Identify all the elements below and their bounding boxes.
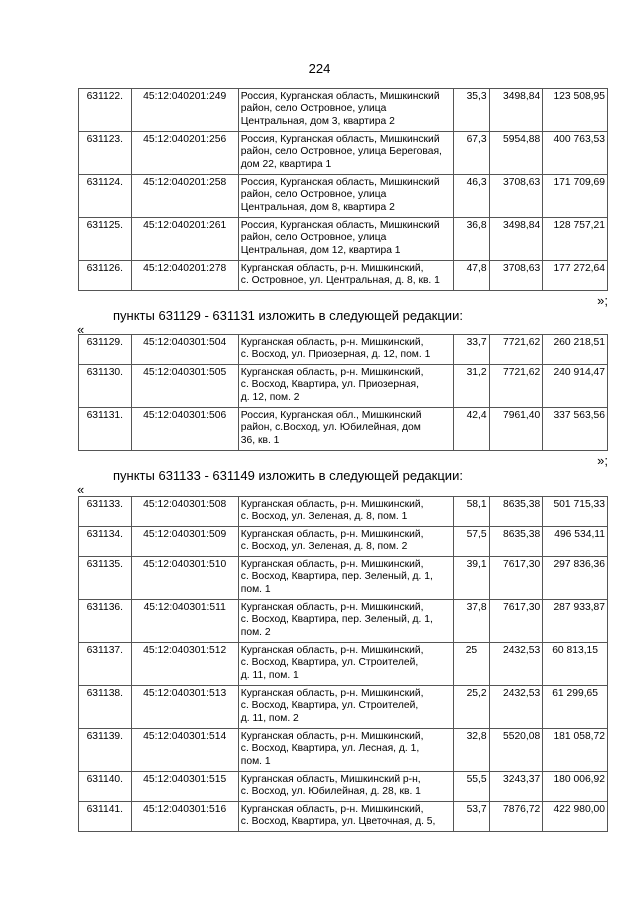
address-line: район, село Островное, улица: [240, 232, 387, 244]
cadastral-value: 297 836,36: [543, 557, 608, 600]
table-row: [79, 175, 608, 218]
row-number: 631140.: [79, 772, 132, 802]
address-line: Курганская область, р-н. Мишкинский,: [240, 263, 424, 274]
table-row: [79, 335, 608, 365]
row-number: 631141.: [79, 802, 132, 832]
rate: 3498,84: [489, 89, 543, 132]
address-cell: [238, 335, 453, 365]
cadastral-value: 171 709,69: [543, 175, 608, 218]
address-line: с. Восход, Квартира, ул. Цветочная, д. 5,: [240, 816, 436, 828]
address-line: Россия, Курганская область, Мишкинский: [240, 91, 440, 102]
address-line: Курганская область, р-н. Мишкинский,: [240, 337, 424, 348]
address-cell: [238, 729, 453, 772]
address-cell: [238, 132, 453, 175]
table-row: [79, 365, 608, 408]
address-line: с. Восход, Квартира, пер. Зеленый, д. 1,: [240, 614, 433, 626]
opening-quote: «: [77, 322, 85, 337]
address-line: с. Восход, ул. Приозерная, д. 12, пом. 1: [240, 349, 431, 361]
cadastral-number: 45:12:040301:510: [131, 557, 238, 600]
address-line: Курганская область, р-н. Мишкинский,: [240, 804, 424, 815]
rate: 5520,08: [489, 729, 543, 772]
cadastral-number: 45:12:040301:514: [131, 729, 238, 772]
address-line: с. Восход, ул. Юбилейная, д. 28, кв. 1: [240, 786, 421, 798]
area: 39,1: [454, 557, 489, 600]
address-line: пом. 2: [240, 626, 271, 638]
closing-quote: »;: [597, 453, 608, 468]
row-number: 631137.: [79, 643, 132, 686]
area: 57,5: [454, 527, 489, 557]
cadastral-number: 45:12:040301:508: [131, 497, 238, 527]
address-line: дом 22, квартира 1: [240, 158, 332, 170]
cadastral-number: 45:12:040301:512: [131, 643, 238, 686]
row-number: 631126.: [79, 261, 132, 291]
address-line: с. Восход, Квартира, ул. Лесная, д. 1,: [240, 743, 420, 755]
area: 25: [454, 643, 489, 686]
table-row: [79, 600, 608, 643]
address-line: Курганская область, р-н. Мишкинский,: [240, 731, 424, 742]
amendment-instruction: пункты 631129 - 631131 изложить в следующей редакции:: [113, 308, 463, 323]
amendment-instruction: пункты 631133 - 631149 изложить в следующей редакции:: [113, 468, 463, 483]
area: 55,5: [454, 772, 489, 802]
address-cell: [238, 408, 453, 451]
table-row: [79, 802, 608, 832]
cadastral-value: 181 058,72: [543, 729, 608, 772]
cadastral-number: 45:12:040201:261: [131, 218, 238, 261]
cadastral-number: 45:12:040201:256: [131, 132, 238, 175]
cadastral-number: 45:12:040201:258: [131, 175, 238, 218]
row-number: 631139.: [79, 729, 132, 772]
address-line: Курганская область, Мишкинский р-н,: [240, 774, 421, 785]
area: 47,8: [454, 261, 489, 291]
table-row: [79, 772, 608, 802]
address-line: район, село Островное, улица: [240, 189, 387, 201]
address-cell: [238, 89, 453, 132]
area: 53,7: [454, 802, 489, 832]
address-line: Россия, Курганская область, Мишкинский: [240, 177, 440, 188]
address-line: 36, кв. 1: [240, 434, 280, 446]
cadastral-value: 240 914,47: [543, 365, 608, 408]
row-number: 631123.: [79, 132, 132, 175]
closing-quote: »;: [597, 293, 608, 308]
table-row: [79, 686, 608, 729]
area: 35,3: [454, 89, 489, 132]
rate: 7617,30: [489, 557, 543, 600]
address-line: с. Восход, Квартира, ул. Строителей,: [240, 700, 419, 712]
address-line: Курганская область, р-н. Мишкинский,: [240, 645, 424, 656]
cadastral-number: 45:12:040301:516: [131, 802, 238, 832]
address-cell: [238, 218, 453, 261]
address-line: с. Восход, Квартира, ул. Строителей,: [240, 657, 419, 669]
address-cell: [238, 643, 453, 686]
rate: 2432,53: [489, 686, 543, 729]
address-line: с. Восход, ул. Зеленая, д. 8, пом. 2: [240, 541, 408, 553]
area: 46,3: [454, 175, 489, 218]
cadastral-value: 337 563,56: [543, 408, 608, 451]
row-number: 631135.: [79, 557, 132, 600]
row-number: 631124.: [79, 175, 132, 218]
row-number: 631125.: [79, 218, 132, 261]
table-row: [79, 408, 608, 451]
address-line: Центральная, дом 3, квартира 2: [240, 115, 395, 127]
table-row: [79, 89, 608, 132]
table-row: [79, 261, 608, 291]
address-cell: [238, 497, 453, 527]
area: 25,2: [454, 686, 489, 729]
table-row: [79, 218, 608, 261]
table-row: [79, 729, 608, 772]
address-line: Центральная, дом 12, квартира 1: [240, 244, 401, 256]
rate: 7617,30: [489, 600, 543, 643]
cadastral-value: 400 763,53: [543, 132, 608, 175]
area: 32,8: [454, 729, 489, 772]
address-line: Россия, Курганская обл., Мишкинский: [240, 410, 422, 421]
address-line: Курганская область, р-н. Мишкинский,: [240, 499, 424, 510]
rate: 7721,62: [489, 335, 543, 365]
area: 67,3: [454, 132, 489, 175]
property-table-2: [78, 334, 608, 451]
cadastral-number: 45:12:040301:509: [131, 527, 238, 557]
row-number: 631131.: [79, 408, 132, 451]
cadastral-value: 287 933,87: [543, 600, 608, 643]
property-table-3: [78, 496, 608, 832]
cadastral-number: 45:12:040201:278: [131, 261, 238, 291]
table-row: [79, 497, 608, 527]
address-line: Курганская область, р-н. Мишкинский,: [240, 602, 424, 613]
address-line: д. 12, пом. 2: [240, 391, 300, 403]
address-cell: [238, 527, 453, 557]
cadastral-value: 260 218,51: [543, 335, 608, 365]
address-line: Курганская область, р-н. Мишкинский,: [240, 688, 424, 699]
cadastral-number: 45:12:040301:515: [131, 772, 238, 802]
rate: 3243,37: [489, 772, 543, 802]
address-line: район, село Островное, улица Береговая,: [240, 146, 442, 158]
address-line: район, село Островное, улица: [240, 103, 387, 115]
table-row: [79, 557, 608, 600]
cadastral-value: 60 813,15: [543, 643, 608, 686]
cadastral-number: 45:12:040301:511: [131, 600, 238, 643]
cadastral-value: 128 757,21: [543, 218, 608, 261]
address-line: с. Восход, Квартира, ул. Приозерная,: [240, 379, 419, 391]
row-number: 631130.: [79, 365, 132, 408]
cadastral-value: 180 006,92: [543, 772, 608, 802]
rate: 8635,38: [489, 497, 543, 527]
address-cell: [238, 365, 453, 408]
address-line: с. Восход, ул. Зеленая, д. 8, пом. 1: [240, 511, 408, 523]
cadastral-value: 177 272,64: [543, 261, 608, 291]
rate: 7961,40: [489, 408, 543, 451]
cadastral-number: 45:12:040301:504: [131, 335, 238, 365]
address-line: Курганская область, р-н. Мишкинский,: [240, 367, 424, 378]
cadastral-value: 501 715,33: [543, 497, 608, 527]
address-cell: [238, 772, 453, 802]
cadastral-number: 45:12:040201:249: [131, 89, 238, 132]
cadastral-value: 422 980,00: [543, 802, 608, 832]
row-number: 631129.: [79, 335, 132, 365]
address-line: район, с.Восход, ул. Юбилейная, дом: [240, 422, 421, 434]
rate: 5954,88: [489, 132, 543, 175]
area: 42,4: [454, 408, 489, 451]
cadastral-value: 61 299,65: [543, 686, 608, 729]
area: 58,1: [454, 497, 489, 527]
cadastral-number: 45:12:040301:513: [131, 686, 238, 729]
cadastral-value: 123 508,95: [543, 89, 608, 132]
cadastral-value: 496 534,11: [543, 527, 608, 557]
rate: 7721,62: [489, 365, 543, 408]
address-line: д. 11, пом. 2: [240, 712, 299, 724]
row-number: 631122.: [79, 89, 132, 132]
address-line: Курганская область, р-н. Мишкинский,: [240, 559, 424, 570]
address-line: Россия, Курганская область, Мишкинский: [240, 134, 440, 145]
address-line: Россия, Курганская область, Мишкинский: [240, 220, 440, 231]
area: 37,8: [454, 600, 489, 643]
area: 31,2: [454, 365, 489, 408]
address-line: д. 11, пом. 1: [240, 669, 299, 681]
address-line: Центральная, дом 8, квартира 2: [240, 201, 395, 213]
row-number: 631134.: [79, 527, 132, 557]
table-row: [79, 643, 608, 686]
rate: 3708,63: [489, 261, 543, 291]
rate: 3498,84: [489, 218, 543, 261]
property-table-1: [78, 88, 608, 291]
address-cell: [238, 261, 453, 291]
cadastral-number: 45:12:040301:505: [131, 365, 238, 408]
row-number: 631136.: [79, 600, 132, 643]
page-number: 224: [308, 61, 331, 76]
address-line: с. Восход, Квартира, пер. Зеленый, д. 1,: [240, 571, 433, 583]
rate: 3708,63: [489, 175, 543, 218]
address-cell: [238, 686, 453, 729]
row-number: 631138.: [79, 686, 132, 729]
area: 33,7: [454, 335, 489, 365]
address-line: с. Островное, ул. Центральная, д. 8, кв. 1: [240, 275, 440, 287]
cadastral-number: 45:12:040301:506: [131, 408, 238, 451]
address-line: пом. 1: [240, 583, 271, 595]
address-cell: [238, 557, 453, 600]
table-row: [79, 132, 608, 175]
rate: 7876,72: [489, 802, 543, 832]
address-cell: [238, 802, 453, 832]
table-row: [79, 527, 608, 557]
address-cell: [238, 600, 453, 643]
area: 36,8: [454, 218, 489, 261]
opening-quote: «: [77, 482, 85, 497]
address-cell: [238, 175, 453, 218]
rate: 8635,38: [489, 527, 543, 557]
rate: 2432,53: [489, 643, 543, 686]
address-line: пом. 1: [240, 755, 271, 767]
address-line: Курганская область, р-н. Мишкинский,: [240, 529, 424, 540]
row-number: 631133.: [79, 497, 132, 527]
